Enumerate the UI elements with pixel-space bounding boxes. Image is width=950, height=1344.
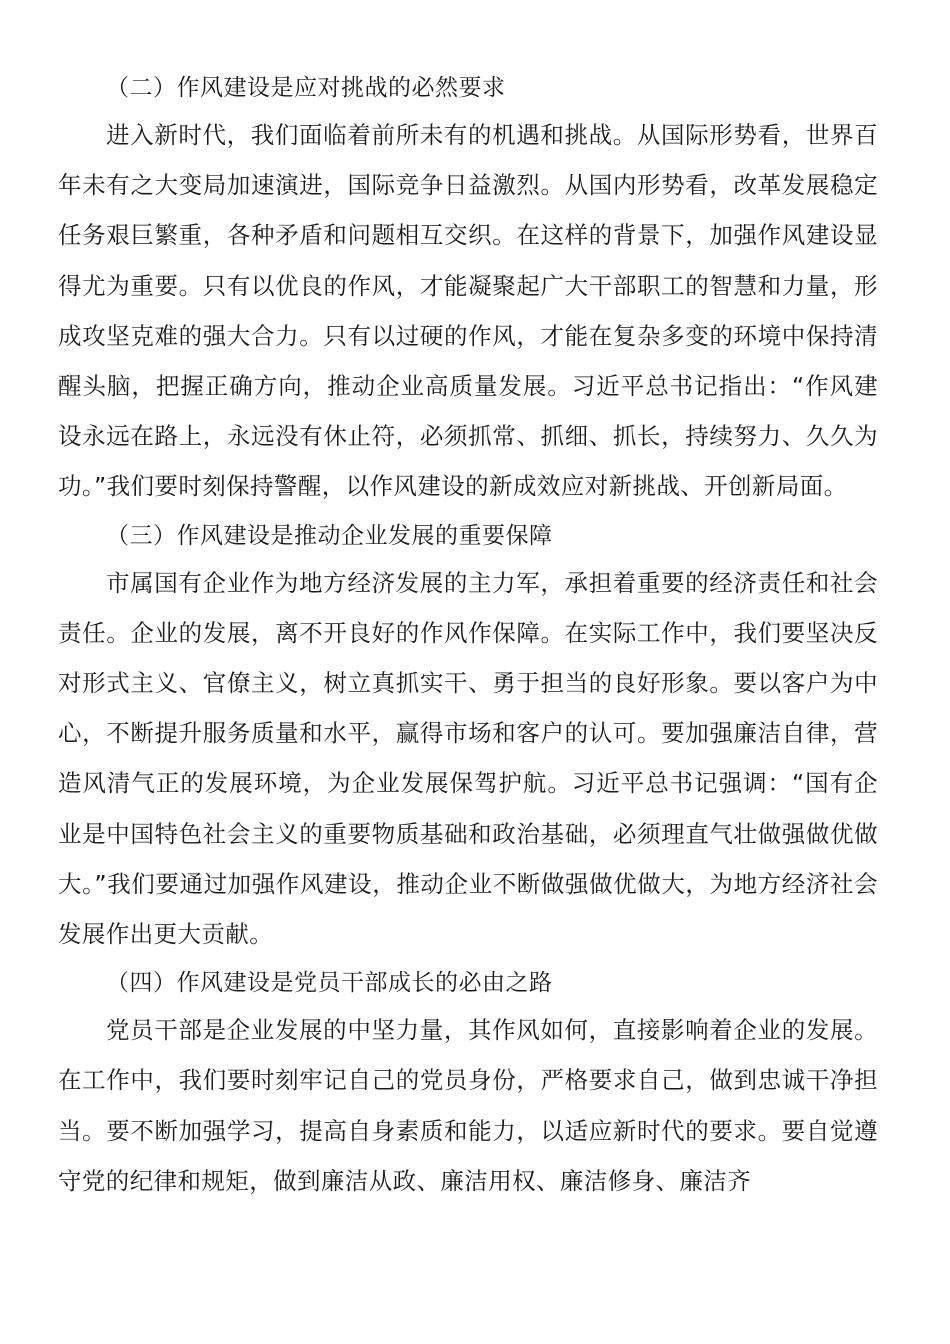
- section-heading-2: （二）作风建设是应对挑战的必然要求: [106, 75, 506, 101]
- section-body-4: 党员干部是企业发展的中坚力量，其作风如何，直接影响着企业的发展。在工作中，我们要时刻牢记自己的党员身份，严格要求自己，做到忠诚干净担当。要不断加强学习，提高自身素质和能力，以适应新时代的要求。要自觉遵守党的纪律和规矩，做到廉洁从政、廉洁用权、廉洁修身、廉洁齐: [58, 1016, 878, 1195]
- section-body-3: 市属国有企业作为地方经济发展的主力军，承担着重要的经济责任和社会责任。企业的发展，离不开良好的作风作保障。在实际工作中，我们要坚决反对形式主义、官僚主义，树立真抓实干、勇于担当的良好形象。要以客户为中心，不断提升服务质量和水平，赢得市场和客户的认可。要加强廉洁自律，营造风清气正的发展环境，为企业发展保驾护航。习近平总书记强调：“国有企业是中国特色社会主义的重要物质基础和政治基础，必须理直气壮做强做优做大。”我们要通过加强作风建设，推动企业不断做强做优做大，为地方经济社会发展作出更大贡献。: [58, 568, 878, 949]
- section-heading-3: （三）作风建设是推动企业发展的重要保障: [106, 522, 553, 549]
- section-body-2: 进入新时代，我们面临着前所未有的机遇和挑战。从国际形势看，世界百年未有之大变局加速演进，国际竞争日益激烈。从国内形势看，改革发展稳定任务艰巨繁重，各种矛盾和问题相互交织。在这样的背景下，加强作风建设显得尤为重要。只有以优良的作风，才能凝聚起广大干部职工的智慧和力量，形成攻坚克难的强大合力。只有以过硬的作风，才能在复杂多变的环境中保持清醒头脑，把握正确方向，推动企业高质量发展。习近平总书记指出：“作风建设永远在路上，永远没有休止符，必须抓常、抓细、抓长，持续努力、久久为功。”我们要时刻保持警醒，以作风建设的新成效应对新挑战、开创新局面。: [58, 121, 878, 501]
- document-page: [58, 66, 878, 1206]
- section-heading-4: （四）作风建设是党员干部成长的必由之路: [106, 970, 553, 997]
